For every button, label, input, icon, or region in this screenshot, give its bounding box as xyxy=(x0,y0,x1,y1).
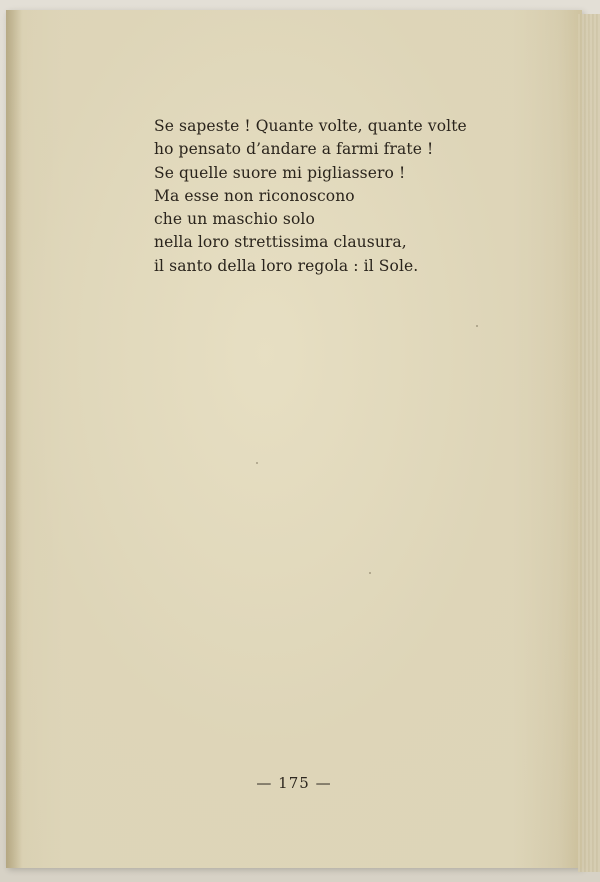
paper-speck xyxy=(369,572,371,574)
poem-line: che un maschio solo xyxy=(154,210,315,229)
poem-line: ho pensato d’andare a farmi frate ! xyxy=(154,140,434,159)
poem-line: nella loro strettissima clausura, xyxy=(154,233,407,252)
binding-shadow xyxy=(6,10,22,868)
paper-speck xyxy=(476,325,478,327)
poem-line: Se quelle suore mi pigliassero ! xyxy=(154,163,406,182)
poem-line: Ma esse non riconoscono xyxy=(154,186,355,205)
poem-text xyxy=(154,115,467,278)
poem-line: il santo della loro regola : il Sole. xyxy=(154,256,419,275)
page-number: — 175 — xyxy=(256,774,332,792)
page-edges xyxy=(578,14,600,872)
poem-line: Se sapeste ! Quante volte, quante volte xyxy=(154,117,467,135)
paper-speck xyxy=(256,462,258,464)
book-page xyxy=(6,10,582,868)
